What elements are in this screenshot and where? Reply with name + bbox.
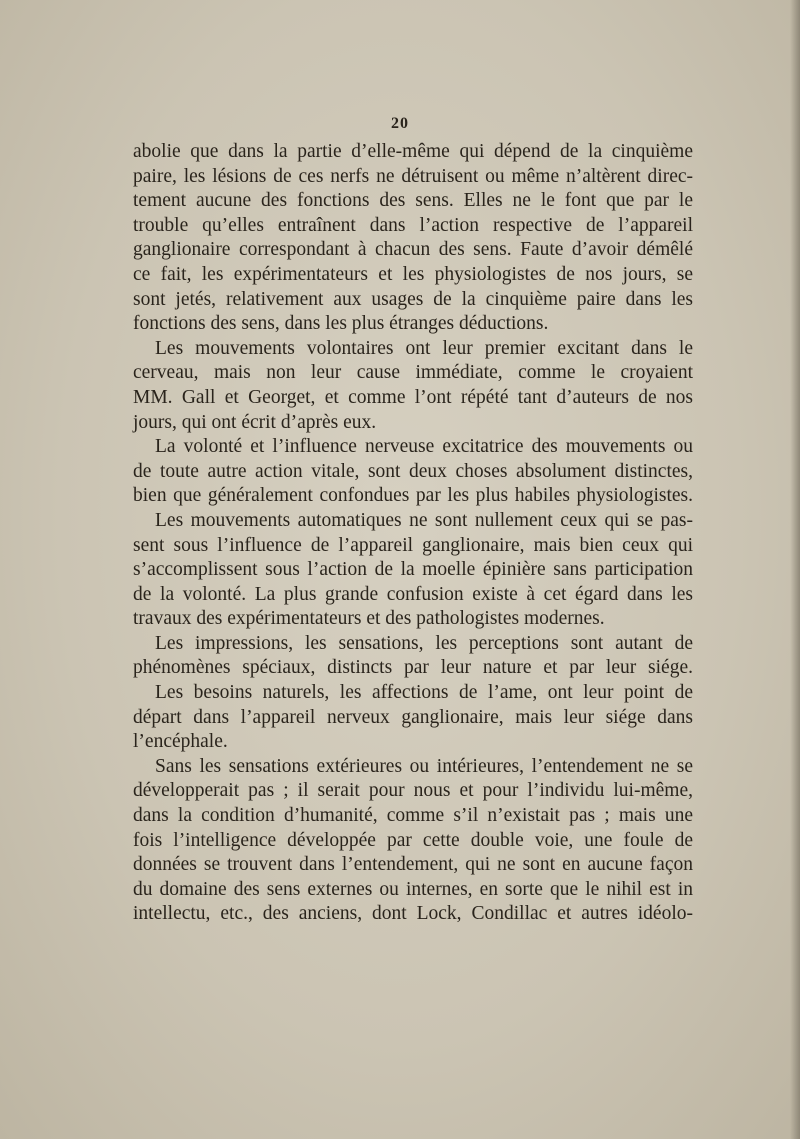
text-line: de toute autre action vitale, sont deux choses absolument distinctes,	[133, 460, 693, 482]
body-text	[133, 140, 693, 927]
text-line: bien que généralement confondues par les plus habiles physiologistes.	[133, 485, 693, 507]
text-line: Les impressions, les sensations, les perceptions sont autant de	[155, 632, 693, 654]
page-number: 20	[391, 115, 409, 132]
page-edge-shadow	[790, 0, 800, 1139]
text-line: Sans les sensations extérieures ou intérieures, l’entendement ne se	[155, 755, 693, 777]
text-line: dans la condition d’humanité, comme s’il n’existait pas ; mais une	[133, 805, 693, 827]
text-line: MM. Gall et Georget, et comme l’ont répété tant d’auteurs de nos	[133, 386, 693, 408]
text-line: abolie que dans la partie d’elle-même qui dépend de la cinquième	[133, 141, 693, 162]
text-line: sont jetés, relativement aux usages de la cinquième paire dans les	[133, 288, 693, 310]
text-line: l’encéphale.	[133, 731, 228, 753]
text-line: ce fait, les expérimentateurs et les physiologistes de nos jours, se	[133, 263, 693, 285]
text-line: s’accomplissent sous l’action de la moelle épinière sans participation	[133, 559, 693, 581]
text-line: développerait pas ; il serait pour nous et pour l’individu lui-même,	[133, 780, 693, 802]
text-line: fois l’intelligence développée par cette double voie, une foule de	[133, 829, 693, 851]
text-line: départ dans l’appareil nerveux ganglionaire, mais leur siége dans	[133, 706, 693, 728]
text-line: fonctions des sens, dans les plus étranges déductions.	[133, 313, 549, 335]
text-line: Les mouvements automatiques ne sont nullement ceux qui se pas-	[155, 509, 693, 531]
text-line: La volonté et l’influence nerveuse excitatrice des mouvements ou	[155, 436, 693, 458]
text-line: travaux des expérimentateurs et des pathologistes modernes.	[133, 608, 605, 630]
text-line: intellectu, etc., des anciens, dont Lock, Condillac et autres idéolo-	[133, 903, 693, 925]
text-line: trouble qu’elles entraînent dans l’action respective de l’appareil	[133, 214, 693, 236]
text-line: jours, qui ont écrit d’après eux.	[133, 411, 377, 433]
text-line: Les mouvements volontaires ont leur premier excitant dans le	[155, 337, 693, 359]
text-line: du domaine des sens externes ou internes, en sorte que le nihil est in	[133, 878, 693, 900]
text-line: Les besoins naturels, les affections de l’ame, ont leur point de	[155, 682, 693, 704]
text-line: tement aucune des fonctions des sens. Elles ne le font que par le	[133, 190, 693, 212]
text-line: paire, les lésions de ces nerfs ne détruisent ou même n’altèrent direc-	[133, 165, 693, 187]
text-line: de la volonté. La plus grande confusion existe à cet égard dans les	[133, 583, 693, 605]
text-line: ganglionaire correspondant à chacun des sens. Faute d’avoir démêlé	[133, 239, 693, 261]
text-line: phénomènes spéciaux, distincts par leur nature et par leur siége.	[133, 657, 693, 679]
text-line: cerveau, mais non leur cause immédiate, comme le croyaient	[133, 362, 693, 384]
text-line: données se trouvent dans l’entendement, qui ne sont en aucune façon	[133, 854, 693, 876]
text-line: sent sous l’influence de l’appareil ganglionaire, mais bien ceux qui	[133, 534, 693, 556]
